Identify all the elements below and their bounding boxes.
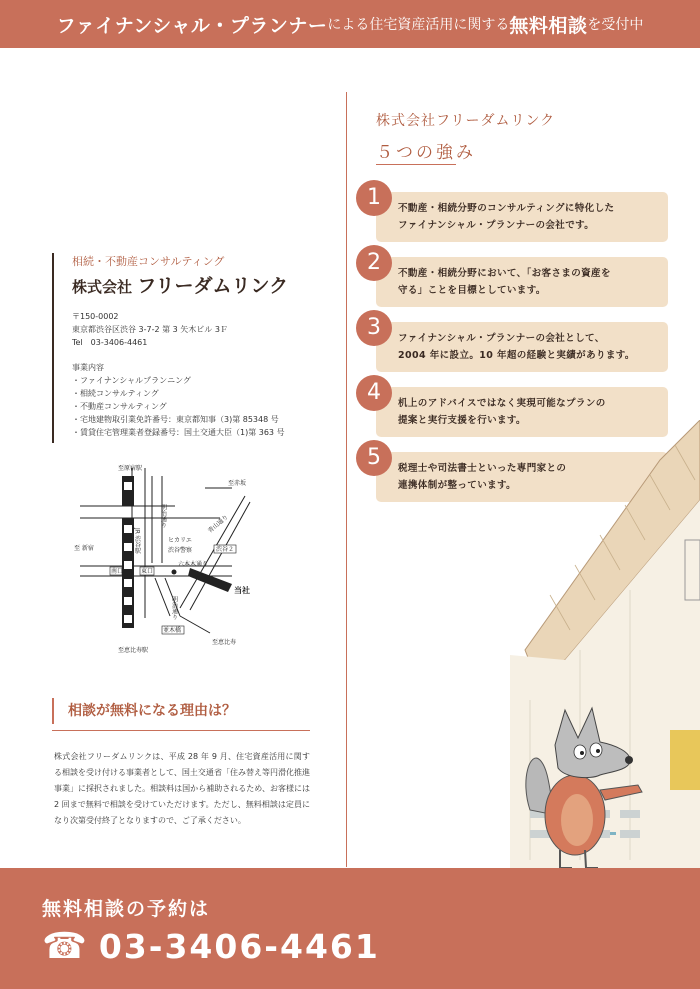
telephone-icon: ☎	[42, 926, 89, 967]
strength-line: ファイナンシャル・プランナーの会社として、	[398, 333, 605, 344]
phone-number[interactable]: 03-3406-4461	[98, 927, 380, 966]
company-postal: 〒150-0002	[72, 312, 119, 321]
map-label-akasaka: 至赤坂	[228, 480, 247, 487]
company-address: 東京都渋谷区渋谷 3-7-2 第 3 矢木ビル 3Ｆ	[72, 325, 228, 334]
strength-item-2	[367, 250, 668, 307]
company-name	[72, 271, 332, 298]
business-item: ・宅地建物取引業免許番号：東京都知事（3)第 85348 号	[72, 415, 279, 424]
strength-line: 提案と実行支援を行います。	[398, 415, 526, 426]
map-label-ebisu-station: 至恵比寿駅	[118, 647, 149, 654]
map-label-jr-station: JR 渋谷駅	[133, 528, 141, 554]
reason-body: 株式会社フリーダムリンクは、平成 28 年 9 月、住宅資産活用に関する相談を受け付ける事業者として、国土交通省「住み替え等円滑化推進事業」に採択されました。相談料は国から補助されるため、お客様には 2 回まで無料で相談を受けていただけます。ただし、無料相談は定員になり次第受付終了となりますので、ご了承ください。	[54, 752, 310, 825]
map-label-hikarie: ヒカリエ	[168, 537, 192, 544]
map-label-ebisu: 至恵比寿	[212, 639, 237, 646]
business-item: ・賃貸住宅管理業者登録番号：国土交通大臣（1)第 363 号	[72, 428, 285, 437]
strengths-title: ５つの強み	[376, 143, 476, 163]
banner-mid: による住宅資産活用に関する	[327, 17, 510, 33]
strength-item-1	[367, 185, 668, 242]
company-info	[52, 253, 332, 443]
top-banner	[0, 0, 700, 48]
strength-item-3	[367, 315, 668, 372]
company-tagline: 相続・不動産コンサルティング	[72, 255, 225, 268]
strength-number: 2	[356, 245, 392, 281]
reservation-text: 無料相談の予約は	[42, 898, 211, 920]
strength-line: 税理士や司法書士といった専門家との	[398, 463, 567, 474]
map-label-roppongi: 六本木通り	[178, 561, 209, 568]
strength-number: 4	[356, 375, 392, 411]
strengths-underline	[376, 164, 456, 165]
map-label-meiji: 明治通り	[159, 504, 167, 528]
vertical-divider	[346, 92, 347, 867]
access-map	[70, 458, 290, 658]
bottom-banner	[0, 868, 700, 989]
company-tel: Tel 03-3406-4461	[72, 338, 148, 347]
strength-line: 不動産・相続分野のコンサルティングに特化した	[398, 203, 615, 214]
map-label-higashiguchi: 東口	[141, 568, 154, 575]
free-reason-section	[52, 698, 310, 829]
map-label-harajuku: 至原宿駅	[118, 465, 143, 472]
banner-fp: ファイナンシャル・プランナー	[56, 14, 328, 37]
company-name-main: フリーダムリンク	[137, 275, 289, 297]
strength-number: 5	[356, 440, 392, 476]
map-label-minamiguchi: 南口	[111, 568, 124, 575]
strength-line: 守る」ことを目標としています。	[398, 285, 546, 296]
strength-line: 2004 年に設立。10 年超の経験と実績があります。	[398, 350, 635, 361]
map-label-meiji-dori: 明治通り	[170, 596, 178, 620]
company-name-prefix: 株式会社	[72, 278, 133, 296]
strength-line: 不動産・相続分野において、「お客さまの資産を	[398, 268, 611, 279]
strength-line: ファイナンシャル・プランナーの会社です。	[398, 220, 595, 231]
map-label-shibuya2: 渋谷２	[216, 546, 235, 553]
phone-number-row	[42, 926, 380, 967]
business-item: ・不動産コンサルティング	[72, 402, 167, 411]
map-label-police: 渋谷警察	[168, 547, 193, 554]
wolf-mascot-illustration	[520, 700, 650, 870]
map-label-aoyama: 青山通り	[206, 513, 230, 535]
strength-line: 机上のアドバイスではなく実現可能なプランの	[398, 398, 606, 409]
map-label-office: 当社	[234, 586, 250, 595]
strength-number: 3	[356, 310, 392, 346]
strength-number: 1	[356, 180, 392, 216]
banner-end: を受付中	[587, 17, 644, 33]
business-item: ・ファイナンシャルプランニング	[72, 376, 191, 385]
business-item: ・相続コンサルティング	[72, 389, 159, 398]
banner-free: 無料相談	[509, 14, 588, 37]
reason-heading: 相談が無料になる理由は？	[52, 698, 310, 724]
business-heading: 事業内容	[72, 363, 104, 372]
map-label-shinjuku: 至 新宿	[74, 545, 94, 552]
map-label-namikibashi: 並木橋	[163, 627, 182, 634]
strengths-company: 株式会社フリーダムリンク	[376, 113, 556, 129]
reason-rule	[52, 730, 310, 731]
strength-line: 連携体制が整っています。	[398, 480, 517, 491]
